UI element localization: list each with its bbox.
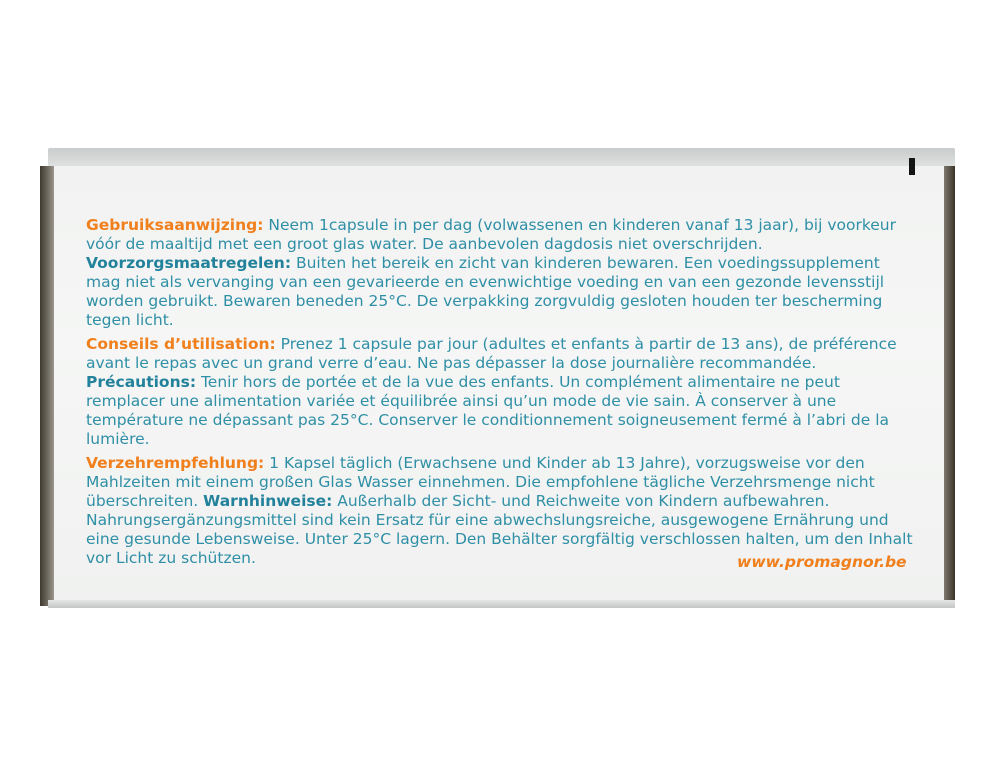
print-registration-mark [909, 158, 915, 175]
french-instructions [86, 335, 916, 449]
dutch-precautions-heading: Voorzorgsmaatregelen: [86, 254, 292, 272]
website-url: www.promagnor.be [737, 553, 907, 571]
french-usage-text: Prenez 1 capsule par jour (adultes et enfants à partir de 13 ans), de préférence avant le repas avec un grand verre d’eau. Ne pas dépasser la dose journalière recommandée. [86, 335, 897, 372]
dutch-usage-text: Neem 1capsule in per dag (volwassenen en kinderen vanaf 13 jaar), bij voorkeur vóór de maaltijd met een groot glas water. De aanbevolen dagdosis niet overschrijden. [86, 216, 896, 253]
box-bottom-edge [48, 600, 955, 608]
german-usage-heading: Verzehrempfehlung: [86, 454, 265, 472]
dutch-instructions [86, 216, 916, 330]
german-warnings-heading: Warnhinweise: [203, 492, 333, 510]
dutch-precautions-text: Buiten het bereik en zicht van kinderen bewaren. Een voedingssupplement mag niet als vervanging van een gevarieerde en evenwichtige voeding en van een gezonde levensstijl worden gebruikt. Bewaren beneden 25°C. De verpakking zorgvuldig gesloten houden ter bescherming tegen licht. [86, 254, 885, 329]
dutch-usage-heading: Gebruiksaanwijzing: [86, 216, 264, 234]
german-warnings-text: Außerhalb der Sicht- und Reichweite von Kindern aufbewahren. Nahrungsergänzungsmittel sind kein Ersatz für eine abwechslungsreiche, ausgewogene Ernährung und eine gesunde Lebensweise. Unter 25°C lagern. Den Behälter sorgfältig verschlossen halten, um den Inhalt vor Licht zu schützen. [86, 492, 913, 567]
german-usage-text: 1 Kapsel täglich (Erwachsene und Kinder ab 13 Jahre), vorzugsweise vor den Mahlzeiten mit einem großen Glas Wasser einnehmen. Die empfohlene tägliche Verzehrsmenge nicht überschreiten. [86, 454, 875, 510]
french-precautions-heading: Précautions: [86, 373, 197, 391]
french-usage-heading: Conseils d’utilisation: [86, 335, 276, 353]
instructions-text [86, 216, 916, 573]
german-instructions [86, 454, 916, 568]
french-precautions-text: Tenir hors de portée et de la vue des enfants. Un complément alimentaire ne peut remplacer une alimentation variée et équilibrée ainsi qu’un mode de vie sain. À conserver à une température ne dépassant pas 25°C. Conserver le conditionnement soigneusement fermé à l’abri de la lumière. [86, 373, 890, 448]
